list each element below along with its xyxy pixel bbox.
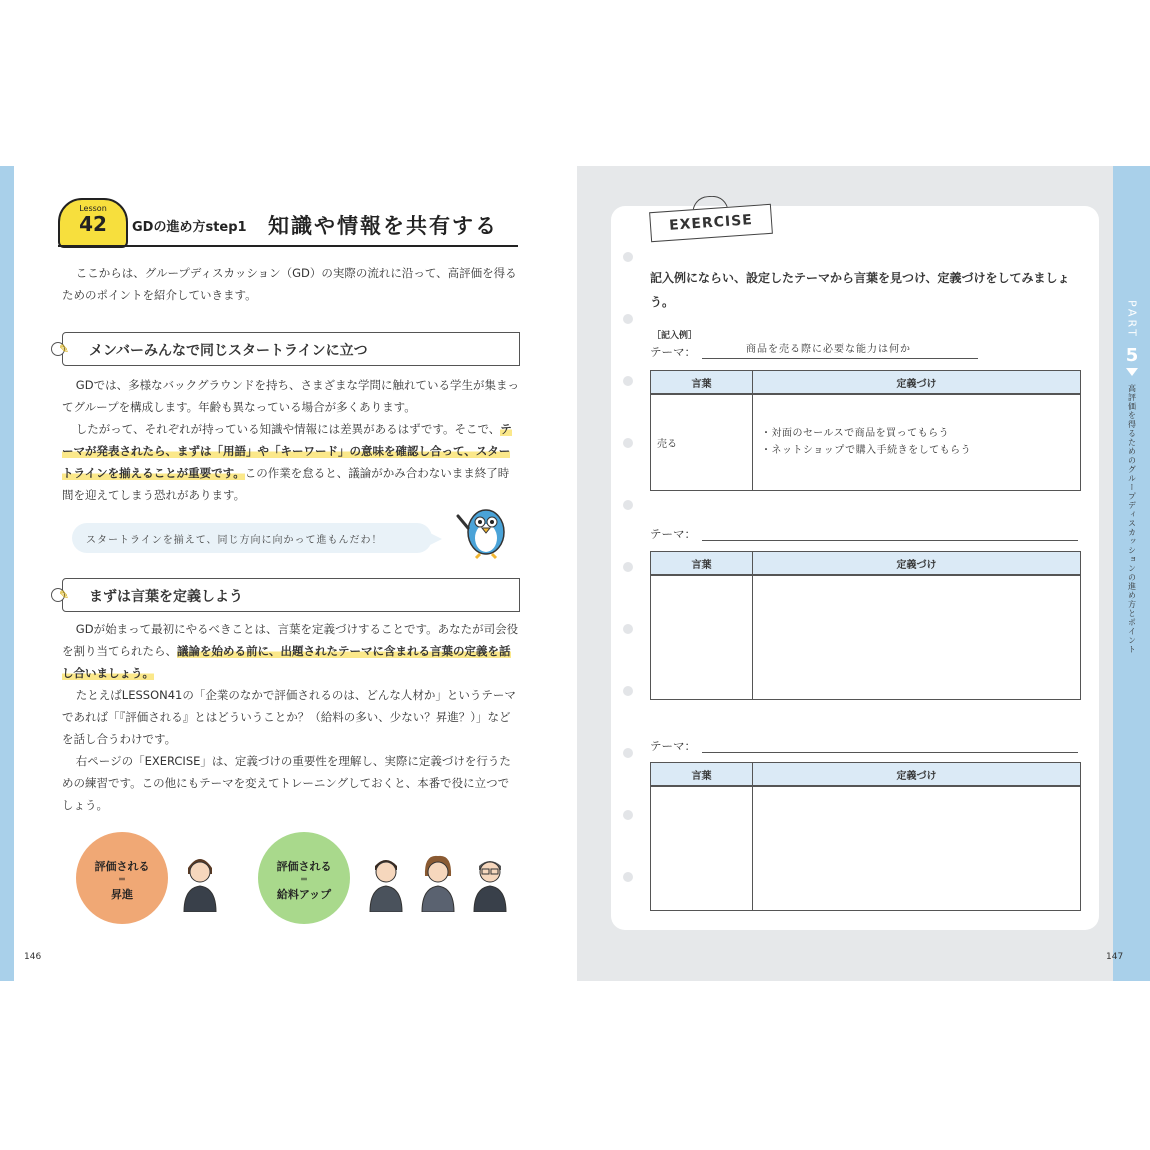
binder-hole [623,748,633,758]
paragraph-3-highlight: 議論を始める前に、出題されたテーマに含まれる言葉の定義を話し合いましょう。 [62,644,511,680]
paragraph-1: GDでは、多様なバックグラウンドを持ち、さまざまな学問に触れている学生が集まってグループを構成します。年齢も異なっている場合が多くあります。 [62,378,520,414]
person-illustration-icon [366,850,406,912]
circle-label-eq: ＝ [118,875,126,884]
circle-label-eq: ＝ [300,875,308,884]
binder-hole [623,252,633,262]
word-write-cell[interactable] [651,575,753,699]
paragraph-5: 右ページの「EXERCISE」は、定義づけの重要性を理解し、実際に定義づけを行うための練習です。この他にもテーマを変えてトレーニングしておくと、本番で役に立つでしょう。 [62,754,511,812]
column-header-word: 言葉 [651,763,753,787]
circle-label-bottom: 昇進 [111,888,133,901]
part-arrow-icon [1126,368,1138,376]
paragraph-2-highlight: テーマが発表されたら、まずは「用語」や「キーワード」の意味を確認し合って、スタートラインを揃えることが重要です。 [62,422,512,480]
exercise-tag-label: EXERCISE [668,212,754,234]
paragraph-2-text-a: したがって、それぞれが持っている知識や情報には差異があるはずです。そこで、 [75,422,501,436]
theme-line [702,358,978,359]
column-header-word: 言葉 [651,552,753,576]
right-page-number: 147 [1106,952,1124,962]
example-label: ［記入例］ [652,331,698,341]
part-number: 5 [1125,345,1139,367]
theme-label: テーマ： [650,345,696,359]
theme-input-line[interactable] [702,752,1078,753]
part-tab [1117,300,1147,654]
circle-raise [258,832,350,924]
left-edge-strip [0,166,14,981]
paragraph-2-text-b: この作業を怠ると、議論がかみ合わないまま終了時間を迎えてしまう恐れがあります。 [62,466,510,502]
circle-label-top: 評価される [94,860,150,873]
lesson-number: 42 [79,212,107,236]
exercise-instruction: 記入例にならい、設定したテーマから言葉を見つけ、定義づけをしてみましょう。 [650,271,1070,309]
speech-bubble-tail [430,533,442,545]
worksheet-table-2 [650,762,1081,911]
lesson-word: Lesson [79,204,107,213]
section-title: まずは言葉を定義しよう [89,589,243,605]
definition-write-cell[interactable] [753,786,1081,910]
paragraph-3-text-a: GDが始まって最初にやるべきことは、言葉を定義づけすることです。あなたが司会役を割り当てられたら、 [62,622,519,658]
example-definition-line: ・対面のセールスで商品を買ってもらう [761,428,950,440]
lesson-title: 知識や情報を共有する [268,214,498,238]
column-header-word: 言葉 [651,371,753,395]
pencil-icon: ✎ [59,588,70,602]
example-word-cell: 売る [651,394,753,490]
theme-input-line[interactable] [702,540,1078,541]
example-theme: 商品を売る際に必要な能力は何か [746,344,911,355]
binder-hole [623,686,633,696]
person-illustration-icon [180,850,220,912]
example-definition-line: ・ネットショップで購入手続きをしてもらう [761,445,972,457]
section-heading-1 [59,332,520,366]
circle-promotion [76,832,168,924]
theme-label: テーマ： [650,527,696,541]
paragraph-3 [62,618,520,684]
binder-hole [623,810,633,820]
column-header-definition: 定義づけ [753,371,1081,395]
pencil-icon: ✎ [59,342,70,356]
penguin-mascot-icon [456,498,516,560]
part-word: PART [1125,300,1139,340]
speech-bubble [72,523,432,553]
person-illustration-icon [470,850,510,912]
section-heading-2 [59,578,520,612]
binder-hole [623,562,633,572]
binder-hole [623,438,633,448]
binder-hole [623,314,633,324]
column-header-definition: 定義づけ [753,552,1081,576]
title-underline [58,245,518,247]
example-definition-cell [753,394,1081,490]
left-page-number: 146 [24,952,42,962]
section-title: メンバーみんなで同じスタートラインに立つ [89,343,368,359]
paragraph-4: たとえばLESSON41の「企業のなかで評価されるのは、どんな人材か」というテーマであれば「『評価される』とはどういうことか？（給料の多い、少ない？昇進？）」などを話し合うわけです。 [62,688,516,746]
part-subtitle: 高評価を得るためのグループディスカッションの進め方とポイント [1127,384,1137,655]
binder-hole [623,500,633,510]
column-header-definition: 定義づけ [753,763,1081,787]
binder-hole [623,872,633,882]
intro-paragraph: ここからは、グループディスカッション（GD）の実際の流れに沿って、高評価を得るためのポイントを紹介していきます。 [62,266,517,302]
binder-hole [623,624,633,634]
theme-label: テーマ： [650,739,696,753]
word-write-cell[interactable] [651,786,753,910]
worksheet-table-1 [650,551,1081,700]
lesson-subtitle: GDの進め方step1 [132,220,247,235]
person-illustration-icon [418,850,458,912]
example-table [650,370,1081,491]
circle-label-top: 評価される [276,860,332,873]
binder-hole [623,376,633,386]
circle-label-bottom: 給料アップ [276,888,332,901]
lesson-badge [58,198,128,248]
definition-write-cell[interactable] [753,575,1081,699]
paragraph-2 [62,418,520,506]
speech-bubble-text: スタートラインを揃えて、同じ方向に向かって進もんだわ！ [86,535,383,546]
